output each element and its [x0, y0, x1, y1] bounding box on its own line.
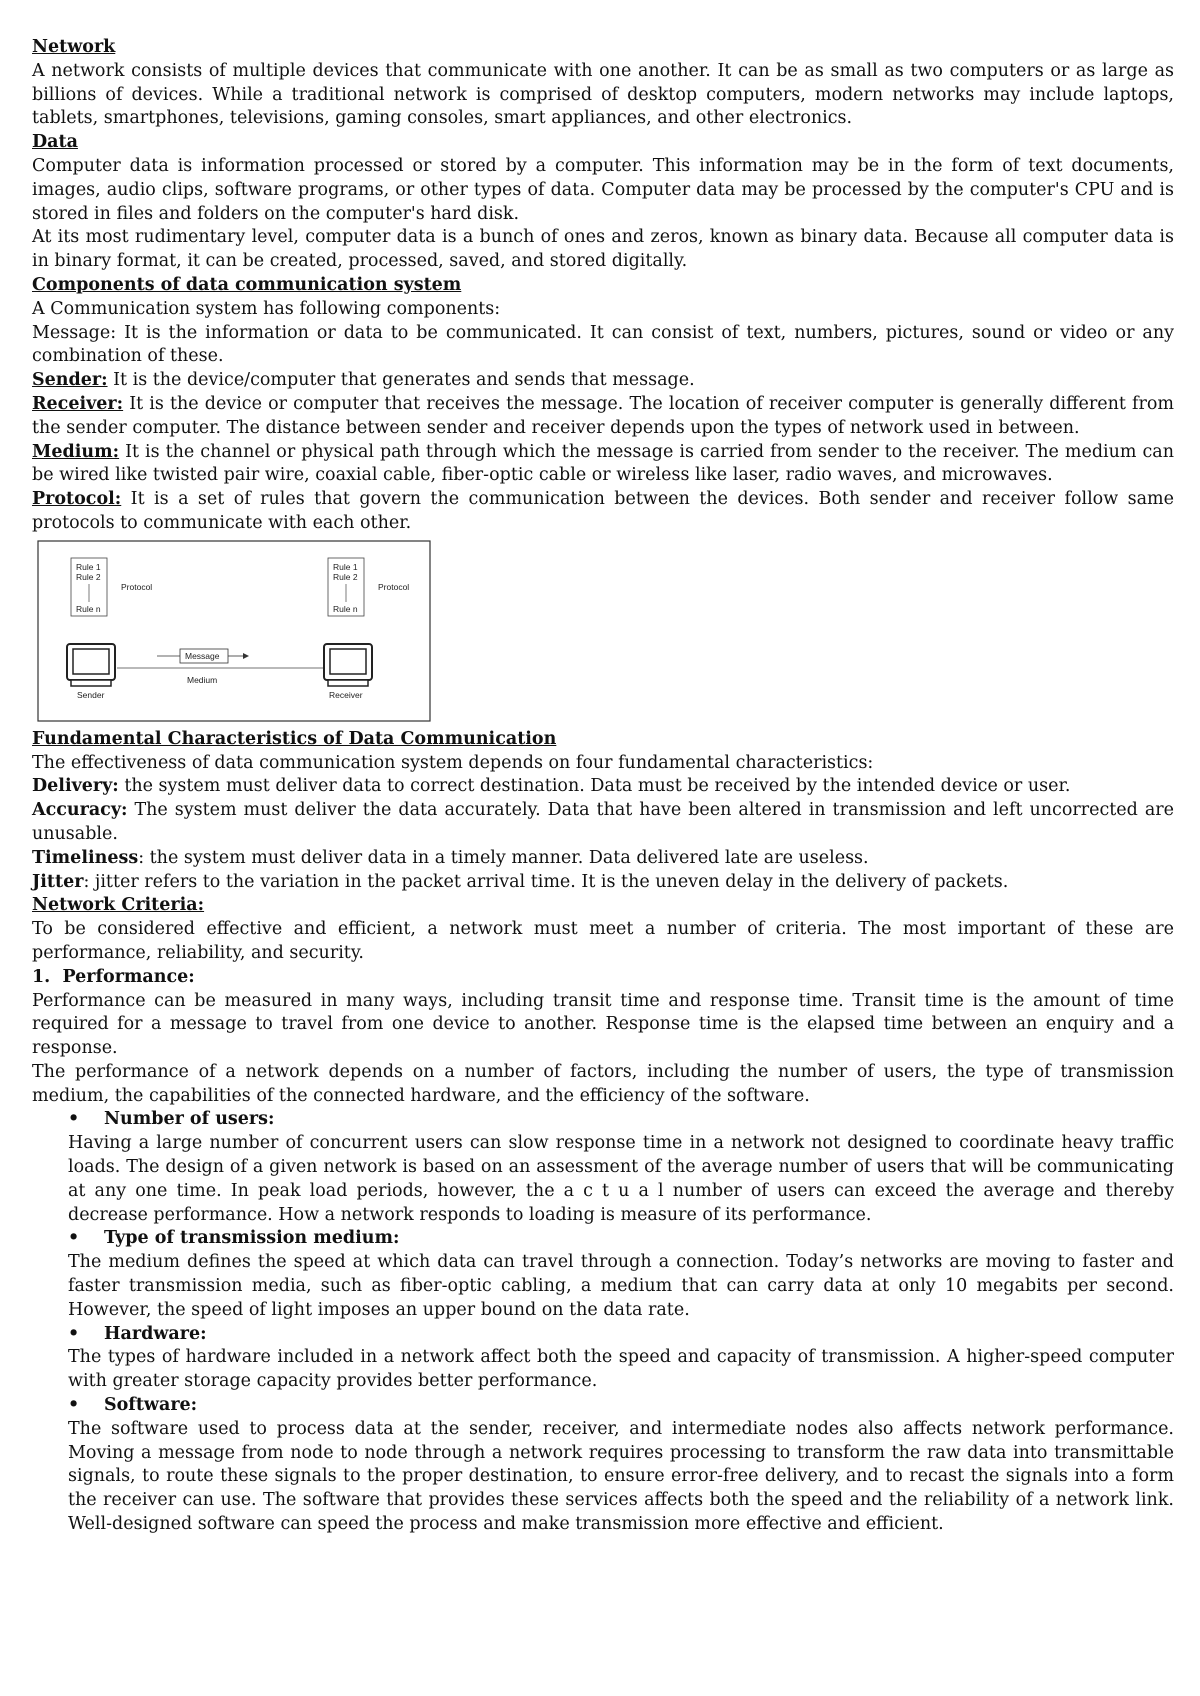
performance-heading: 1. Performance:	[32, 966, 195, 987]
users-paragraph: Having a large number of concurrent users can slow response time in a network not designed to coordinate heavy traffic loads. The design of a given network is based on an assessment of the average number of users that will be communicating at any one time. In peak load periods, however, the a c t u a l number of users can exceed the average and thereby decrease performance. How a network responds to loading is measure of its performance.	[68, 1133, 1174, 1225]
data-heading: Data	[32, 132, 78, 153]
performance-paragraph-2: The performance of a network depends on a number of factors, including the number of users, the type of transmission medium, the capabilities of the connected hardware, and the efficiency of the software.	[32, 1061, 1174, 1106]
timeliness-text: : the system must deliver data in a timely manner. Data delivered late are useless.	[138, 847, 869, 868]
protocol-text: It is a set of rules that govern the communication between the devices. Both sender and receiver follow same protocols to communicate with each other.	[32, 489, 1174, 533]
document-page	[32, 36, 1174, 1537]
receiver-protocol-label: Protocol	[378, 581, 410, 592]
sender-rule-1: Rule 1	[76, 561, 101, 572]
jitter-text: : jitter refers to the variation in the packet arrival time. It is the uneven delay in the delivery of packets.	[83, 871, 1009, 892]
protocol-label: Protocol:	[32, 489, 122, 510]
receiver-computer-icon	[324, 644, 372, 686]
receiver-caption: Receiver	[329, 689, 363, 700]
medium-text: It is the channel or physical path through which the message is carried from sender to the receiver. The medium can be wired like twisted pair wire, coaxial cable, fiber-optic cable or wireless like laser, radio waves, and microwaves.	[32, 441, 1174, 486]
bullet-icon: •	[68, 1109, 80, 1130]
accuracy-text: The system must deliver the data accurately. Data that have been altered in transmission and left uncorrected are unusable.	[32, 800, 1174, 844]
bullet-icon: •	[68, 1228, 80, 1249]
components-receiver	[32, 393, 1174, 441]
hardware-item	[68, 1323, 1174, 1347]
network-paragraph: A network consists of multiple devices that communicate with one another. It can be as small as two computers or as large as billions of devices. While a traditional network is comprised of desktop computers, modern networks may include laptops, tablets, smartphones, televisions, gaming consoles, smart appliances, and other electronics.	[32, 60, 1174, 129]
message-label: Message	[185, 650, 220, 661]
users-item	[68, 1108, 1174, 1132]
sender-rule-2: Rule 2	[76, 571, 101, 582]
bullet-icon: •	[68, 1323, 80, 1344]
components-medium	[32, 441, 1174, 489]
delivery-label: Delivery:	[32, 776, 119, 797]
components-heading: Components of data communication system	[32, 274, 462, 295]
performance-paragraph-1: Performance can be measured in many ways, including transit time and response time. Transit time is the amount of time required for a message to travel from one device to another. Response time is the elapsed time between an enquiry and a response.	[32, 990, 1174, 1059]
jitter-label: Jitter	[32, 871, 84, 892]
criteria-heading: Network Criteria:	[32, 895, 205, 916]
software-paragraph: The software used to process data at the sender, receiver, and intermediate nodes also affects network performance. Moving a message from node to node through a network requires processing to transform the raw data into transmittable signals, to route these signals to the proper destination, to ensure error-free delivery, and to recast the signals into a form the receiver can use. The software that provides these services affects both the speed and the reliability of a network link. Well-designed software can speed the process and make transmission more effective and efficient.	[68, 1418, 1174, 1535]
sender-caption: Sender	[77, 689, 105, 700]
fundamentals-heading: Fundamental Characteristics of Data Communication	[32, 728, 557, 749]
sender-computer-icon	[67, 644, 115, 686]
accuracy-label: Accuracy:	[32, 800, 128, 821]
fundamentals-delivery	[32, 775, 1174, 799]
fundamentals-timeliness	[32, 847, 1174, 871]
fundamentals-jitter	[32, 871, 1174, 895]
sender-text: It is the device/computer that generates and sends that message.	[107, 370, 695, 391]
components-sender	[32, 369, 1174, 393]
receiver-rule-1: Rule 1	[333, 561, 358, 572]
medium-label: Medium:	[32, 441, 120, 462]
medium-heading: Type of transmission medium:	[104, 1228, 400, 1249]
data-paragraph-1: Computer data is information processed or stored by a computer. This information may be in the form of text documents, images, audio clips, software programs, or other types of data. Computer data may be processed by the computer's CPU and is stored in files and folders on the computer's hard disk.	[32, 155, 1174, 224]
sender-rule-n: Rule n	[76, 603, 101, 614]
delivery-text: the system must deliver data to correct destination. Data must be received by the intended device or user.	[118, 776, 1071, 797]
timeliness-label: Timeliness	[32, 847, 139, 868]
communication-diagram	[37, 540, 431, 722]
hardware-heading: Hardware:	[104, 1323, 207, 1344]
receiver-text: It is the device or computer that receives the message. The location of receiver computer is generally different from the sender computer. The distance between sender and receiver depends upon the types of network used in between.	[32, 393, 1174, 438]
software-heading: Software:	[104, 1395, 198, 1416]
sender-label: Sender:	[32, 370, 108, 391]
software-item	[68, 1394, 1174, 1418]
network-heading: Network	[32, 37, 116, 57]
medium-item	[68, 1227, 1174, 1251]
receiver-rule-n: Rule n	[333, 603, 358, 614]
medium-caption: Medium	[187, 674, 218, 685]
medium-paragraph: The medium defines the speed at which data can travel through a connection. Today’s networks are moving to faster and faster transmission media, such as fiber-optic cabling, a medium that can carry data at only 10 megabits per second. However, the speed of light imposes an upper bound on the data rate.	[68, 1252, 1174, 1320]
fundamentals-accuracy	[32, 799, 1174, 847]
receiver-label: Receiver:	[32, 393, 124, 414]
components-intro: A Communication system has following components:	[32, 298, 501, 319]
sender-protocol-label: Protocol	[121, 581, 153, 592]
hardware-paragraph: The types of hardware included in a network affect both the speed and capacity of transmission. A higher-speed computer with greater storage capacity provides better performance.	[68, 1347, 1174, 1392]
receiver-rule-2: Rule 2	[333, 571, 358, 582]
components-protocol	[32, 488, 1174, 536]
data-paragraph-2: At its most rudimentary level, computer data is a bunch of ones and zeros, known as binary data. Because all computer data is in binary format, it can be created, processed, saved, and stored digitally.	[32, 227, 1174, 272]
users-heading: Number of users:	[104, 1109, 275, 1130]
criteria-intro: To be considered effective and efficient, a network must meet a number of criteria. The most important of these are performance, reliability, and security.	[32, 919, 1174, 963]
components-message: Message: It is the information or data to be communicated. It can consist of text, numbers, pictures, sound or video or any combination of these.	[32, 322, 1174, 367]
fundamentals-intro: The effectiveness of data communication system depends on four fundamental characteristics:	[32, 752, 874, 773]
bullet-icon: •	[68, 1395, 80, 1416]
